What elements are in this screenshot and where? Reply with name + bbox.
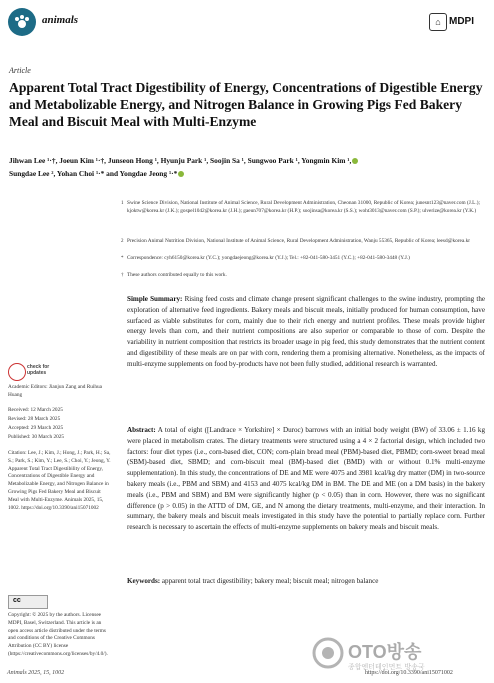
check-for-updates-label[interactable]: check for updates	[27, 364, 50, 376]
mdpi-logo-icon: ⌂	[429, 13, 447, 31]
simple-summary-text: Rising feed costs and climate change present significant challenges to the swine industry, prompting the exploration of alternative feed ingredients. Bakery meals and biscuit meals, initially produced for human consumption, have surfaced as viable substitutes for corn, mainly due to their rich energy and nutrient profiles. These meals provide higher energy levels than corn, and their nutrient compositions are also superior or comparable to those of corn. Despite the variability in nutrient composition that restricts its broader usage in pig feed, this study demonstrates that the nutrient content and digestibility of these meals are on par with corn, rendering them a promising alternative. Nonetheless, as the impacts of multi-enzyme supplements on food by-products have not been fully studied, additional research is warranted.	[127, 295, 486, 368]
affiliation-mark: 2	[121, 239, 124, 244]
affiliation-mark: †	[121, 273, 124, 278]
orcid-icon[interactable]	[352, 158, 358, 164]
author-list	[9, 154, 485, 180]
article-title: Apparent Total Tract Digestibility of Energy, Concentrations of Digestible Energy and Metabolizable Energy, and Nitrogen Balance in Growing Pigs Fed Bakery Meal and Biscuit Meal with Multi-Enzyme	[9, 80, 483, 129]
footer-citation: Animals 2025, 15, 1002	[7, 670, 65, 676]
journal-name: animals	[42, 14, 79, 26]
watermark-brand: OTO방송	[348, 642, 422, 662]
broadcaster-watermark	[308, 633, 488, 673]
affiliation-2: 2 Precision Animal Nutrition Division, National Institute of Animal Science, Rural Development Administration, Wanju 55365, Republic of Korea; leesd@korea.kr	[121, 238, 470, 244]
footer-doi[interactable]: https://doi.org/10.3390/ani15071002	[365, 670, 453, 676]
simple-summary-label: Simple Summary:	[127, 295, 183, 303]
revised-date: Revised: 28 March 2025	[8, 416, 61, 422]
citation-block: Citation: Lee, J.; Kim, J.; Hong, J.; Park, H.; Sa, S.; Park, S.; Kim, Y.; Lee, S.; Choi, Y.; Jeong, Y. Apparent Total Tract Digestibility of Energy, Concentrations of Digestible Energy and Metabolizable Energy, and Nitrogen Balance in Growing Pigs Fed Bakery Meal and Biscuit Meal with Multi-Enzyme. Animals 2025, 15, 1002. https://doi.org/10.3390/ani15071002	[8, 450, 111, 511]
check-for-updates-icon[interactable]	[8, 363, 26, 381]
cc-license-label[interactable]: cc	[13, 597, 21, 604]
affiliation-1: 1 Swine Science Division, National Institute of Animal Science, Rural Development Administration, Cheonan 31000, Republic of Korea; junesnt123@naver.com (J.L.); kjoktw@korea.kr (J.K.); gospel1042@korea.kr (J.H.); gaeun707@korea.kr (H.P.); soojinsa@korea.kr (S.S.); woht3013@naver.com (S.P.); ulverize@korea.kr (Y.K.)	[121, 200, 480, 214]
authors-line-1[interactable]: Jihwan Lee ¹·†, Joeun Kim ¹·†, Junseon Hong ¹, Hyunju Park ¹, Soojin Sa ¹, Sungwoo Park ¹, Yongmin Kim ¹,	[9, 156, 352, 165]
academic-editors: Academic Editors: Jianjun Zang and Ruihua Huang	[8, 384, 102, 398]
copyright-notice: Copyright: © 2025 by the authors. Licensee MDPI, Basel, Switzerland. This article is an open access article distributed under the terms and conditions of the Creative Commons Attribution (CC BY) license (https://creativecommons.org/licenses/by/4.0/).	[8, 612, 108, 657]
keywords	[127, 576, 485, 587]
animal-paw-icon	[12, 12, 32, 32]
published-date: Published: 30 March 2025	[8, 434, 65, 440]
equal-contribution-note: † These authors contributed equally to this work.	[121, 272, 227, 278]
accepted-date: Accepted: 29 March 2025	[8, 425, 64, 431]
simple-summary	[127, 294, 485, 370]
watermark-tagline: 종합엔터테인먼트 방송국	[348, 663, 425, 671]
received-date: Received: 12 March 2025	[8, 407, 63, 413]
orcid-icon[interactable]	[178, 171, 184, 177]
affiliation-mark: 1	[121, 201, 124, 206]
affiliation-mark: *	[121, 256, 124, 261]
correspondence: * Correspondence: cyh6150@korea.kr (Y.C.); yongdaejeong@korea.kr (Y.J.); Tel.: +82-041-580-3451 (Y.C.); +82-041-580-3448 (Y.J.)	[121, 255, 410, 261]
publisher-name: MDPI	[449, 16, 474, 27]
abstract	[127, 425, 485, 533]
article-type: Article	[9, 66, 31, 75]
authors-line-2[interactable]: Sungdae Lee ², Yohan Choi ¹·* and Yongdae Jeong ¹·*	[9, 169, 178, 178]
keywords-text: apparent total tract digestibility; bakery meal; biscuit meal; nitrogen balance	[161, 577, 379, 585]
keywords-label: Keywords:	[127, 577, 161, 585]
abstract-text: A total of eight ([Landrace × Yorkshire] × Duroc) barrows with an initial body weight (BW) of 33.06 ± 1.16 kg were placed in metabolism crates. The dietary treatments were structured using a 4 × 2 factorial design, which included two factors: four diet types (i.e., corn-based diet, CON; corn-plain bread meal (PBM)-based diet, PBMD; corn-sweet bread meal (SBM)-based diet, SBMD; and corn-biscuit meal (BM)-based diet (BMD) with or without 0.1% multi-enzyme supplementation). In this study, the concentrations of DE and ME were 4075 and 3981 kcal/kg dry matter (DM) in two-source bakery meals (i.e., PBM and SBM) and 4153 and 4075 kcal/kg DM in BM. The DE and ME (on a DM basis) in the bakery meals (i.e., PBM and SBM) and BM were significantly higher (p < 0.05) than in corn. However, there was no significant difference (p > 0.05) in the ATTD of DM, GE, and N among the dietary treatments, multi-enzyme, and their interaction. In summary, the bakery meals and biscuit meals investigated in this study have the potential to partially replace corn. Further research is necessary to ascertain the effects of multi-enzyme supplements on bakery meals and biscuit meals.	[127, 426, 486, 532]
abstract-label: Abstract:	[127, 426, 156, 434]
